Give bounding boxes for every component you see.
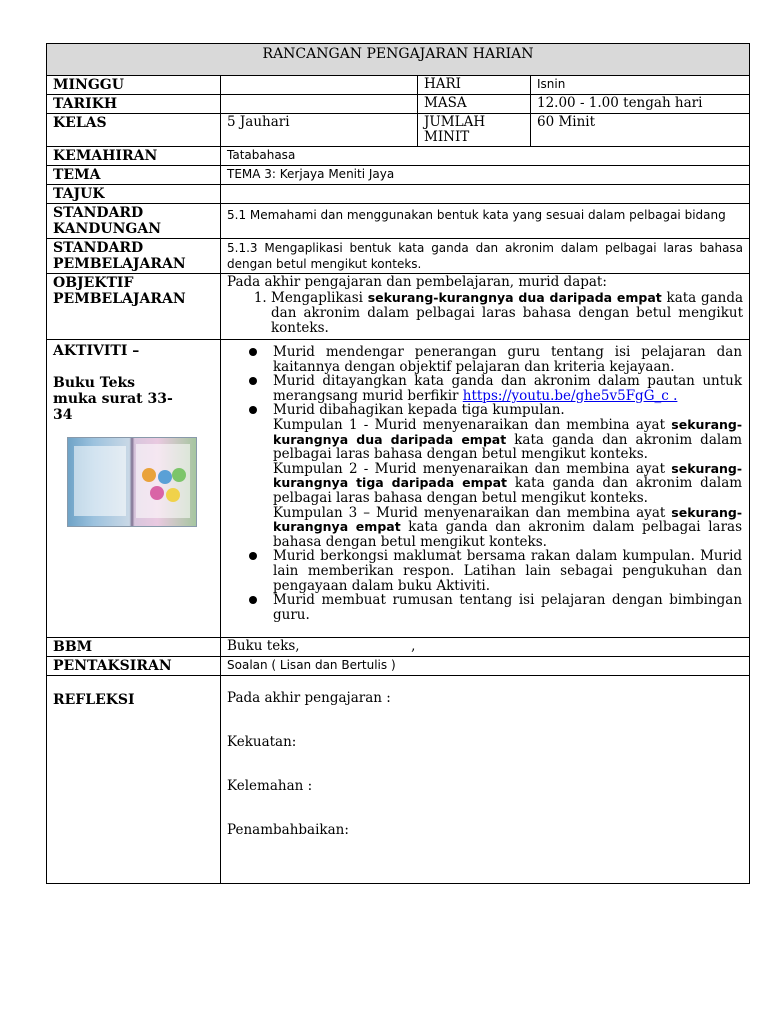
refleksi-line-3: Kelemahan :	[227, 778, 313, 794]
kumpulan-2-pre: Kumpulan 2 - Murid menyenaraikan dan membina ayat	[273, 460, 672, 477]
hari-value: Isnin	[531, 76, 750, 95]
objektif-list	[227, 290, 743, 336]
kemahiran-row	[47, 147, 750, 166]
lesson-plan-table	[46, 43, 750, 884]
jumlah-minit-label: JUMLAH MINIT	[418, 114, 531, 147]
aktiviti-item-2	[227, 374, 742, 403]
aktiviti-content	[221, 340, 750, 638]
tajuk-row	[47, 185, 750, 204]
kumpulan-2-post: kata ganda dan akronim dalam pelbagai laras bahasa dengan betul mengikut konteks.	[273, 475, 743, 506]
bbm-value: Buku teks, ,	[221, 638, 750, 657]
objektif-item	[271, 290, 743, 336]
kumpulan-2-bold: sekurang-kurangnya tiga daripada empat	[273, 460, 743, 491]
textbook-image	[67, 437, 197, 527]
standard-kandungan-row	[47, 204, 750, 239]
aktiviti-item-4-text: Murid berkongsi maklumat bersama rakan dalam kumpulan. Murid lain memberikan respon. Latihan lain sebagai pengukuhan dan pengayaan dalam buku Aktiviti.	[273, 548, 743, 594]
aktiviti-item-1-text: Murid mendengar penerangan guru tentang isi pelajaran dan kaitannya dengan objektif pelajaran dan kriteria kejayaan.	[273, 344, 743, 375]
tajuk-label: TAJUK	[47, 185, 221, 204]
tema-label: TEMA	[47, 166, 221, 185]
kumpulan-3-pre: Kumpulan 3 – Murid menyenaraikan dan membina ayat	[273, 504, 672, 521]
aktiviti-item-3-intro: Murid dibahagikan kepada tiga kumpulan.	[273, 402, 565, 419]
tema-row	[47, 166, 750, 185]
pentaksiran-row	[47, 657, 750, 676]
pentaksiran-value: Soalan ( Lisan dan Bertulis )	[221, 657, 750, 676]
minggu-value	[221, 76, 418, 95]
buku-teks-label: Buku Teks muka surat 33-34	[53, 375, 173, 423]
aktiviti-label-cell	[47, 340, 221, 638]
aktiviti-item-5	[227, 593, 742, 622]
aktiviti-item-5-text: Murid membuat rumusan tentang isi pelajaran dengan bimbingan guru.	[273, 592, 743, 623]
refleksi-label: REFLEKSI	[47, 676, 221, 884]
kemahiran-label: KEMAHIRAN	[47, 147, 221, 166]
aktiviti-list	[227, 345, 742, 622]
objektif-item-pre: Mengaplikasi	[271, 290, 368, 306]
refleksi-row	[47, 676, 750, 884]
bbm-label: BBM	[47, 638, 221, 657]
pentaksiran-label: PENTAKSIRAN	[47, 657, 221, 676]
objektif-item-bold: sekurang-kurangnya dua daripada empat	[367, 290, 662, 305]
objektif-content	[221, 274, 750, 340]
standard-pembelajaran-row	[47, 239, 750, 274]
refleksi-line-2: Kekuatan:	[227, 734, 297, 750]
masa-value: 12.00 - 1.00 tengah hari	[531, 95, 750, 114]
aktiviti-item-4	[227, 549, 742, 593]
kumpulan-1-pre: Kumpulan 1 - Murid menyenaraikan dan membina ayat	[273, 416, 672, 433]
tema-value: TEMA 3: Kerjaya Meniti Jaya	[221, 166, 750, 185]
kelas-label: KELAS	[47, 114, 221, 147]
tarikh-label: TARIKH	[47, 95, 221, 114]
kumpulan-3-post: kata ganda dan akronim dalam pelbagai laras bahasa dengan betul mengikut konteks.	[273, 519, 743, 550]
kelas-row	[47, 114, 750, 147]
title-row	[47, 44, 750, 76]
kelas-value: 5 Jauhari	[221, 114, 418, 147]
standard-kandungan-value: 5.1 Memahami dan menggunakan bentuk kata yang sesuai dalam pelbagai bidang	[221, 204, 750, 239]
aktiviti-row	[47, 340, 750, 638]
tajuk-value	[221, 185, 750, 204]
aktiviti-item-1	[227, 345, 742, 374]
aktiviti-item-3	[227, 403, 742, 549]
objektif-row	[47, 274, 750, 340]
minggu-row	[47, 76, 750, 95]
jumlah-minit-value: 60 Minit	[531, 114, 750, 147]
refleksi-line-1: Pada akhir pengajaran :	[227, 690, 391, 706]
objektif-item-post: kata ganda dan akronim dalam pelbagai laras bahasa dengan betul mengikut konteks.	[271, 290, 744, 336]
kumpulan-3-bold: sekurang-kurangnya empat	[273, 504, 743, 535]
page-title: RANCANGAN PENGAJARAN HARIAN	[47, 44, 750, 76]
objektif-intro: Pada akhir pengajaran dan pembelajaran, murid dapat:	[227, 274, 607, 290]
standard-pembelajaran-value: 5.1.3 Mengaplikasi bentuk kata ganda dan akronim dalam pelbagai laras bahasa dengan betul mengikut konteks.	[221, 239, 750, 274]
youtube-link[interactable]: https://youtu.be/ghe5v5FgG_c .	[462, 387, 678, 404]
kemahiran-value: Tatabahasa	[221, 147, 750, 166]
kumpulan-1-post: kata ganda dan akronim dalam pelbagai laras bahasa dengan betul mengikut konteks.	[273, 431, 743, 463]
refleksi-line-4: Penambahbaikan:	[227, 822, 349, 838]
masa-label: MASA	[418, 95, 531, 114]
standard-pembelajaran-label: STANDARD PEMBELAJARAN	[47, 239, 221, 274]
kumpulan-1-bold: sekurang-kurangnya dua daripada empat	[273, 416, 743, 447]
objektif-label: OBJEKTIF PEMBELAJARAN	[47, 274, 221, 340]
aktiviti-item-2-text: Murid ditayangkan kata ganda dan akronim dalam pautan untuk merangsang murid berfikir	[273, 373, 743, 404]
standard-kandungan-label: STANDARD KANDUNGAN	[47, 204, 221, 239]
tarikh-row	[47, 95, 750, 114]
refleksi-content	[221, 676, 750, 884]
tarikh-value	[221, 95, 418, 114]
bbm-row	[47, 638, 750, 657]
aktiviti-label: AKTIVITI –	[53, 343, 140, 359]
minggu-label: MINGGU	[47, 76, 221, 95]
hari-label: HARI	[418, 76, 531, 95]
